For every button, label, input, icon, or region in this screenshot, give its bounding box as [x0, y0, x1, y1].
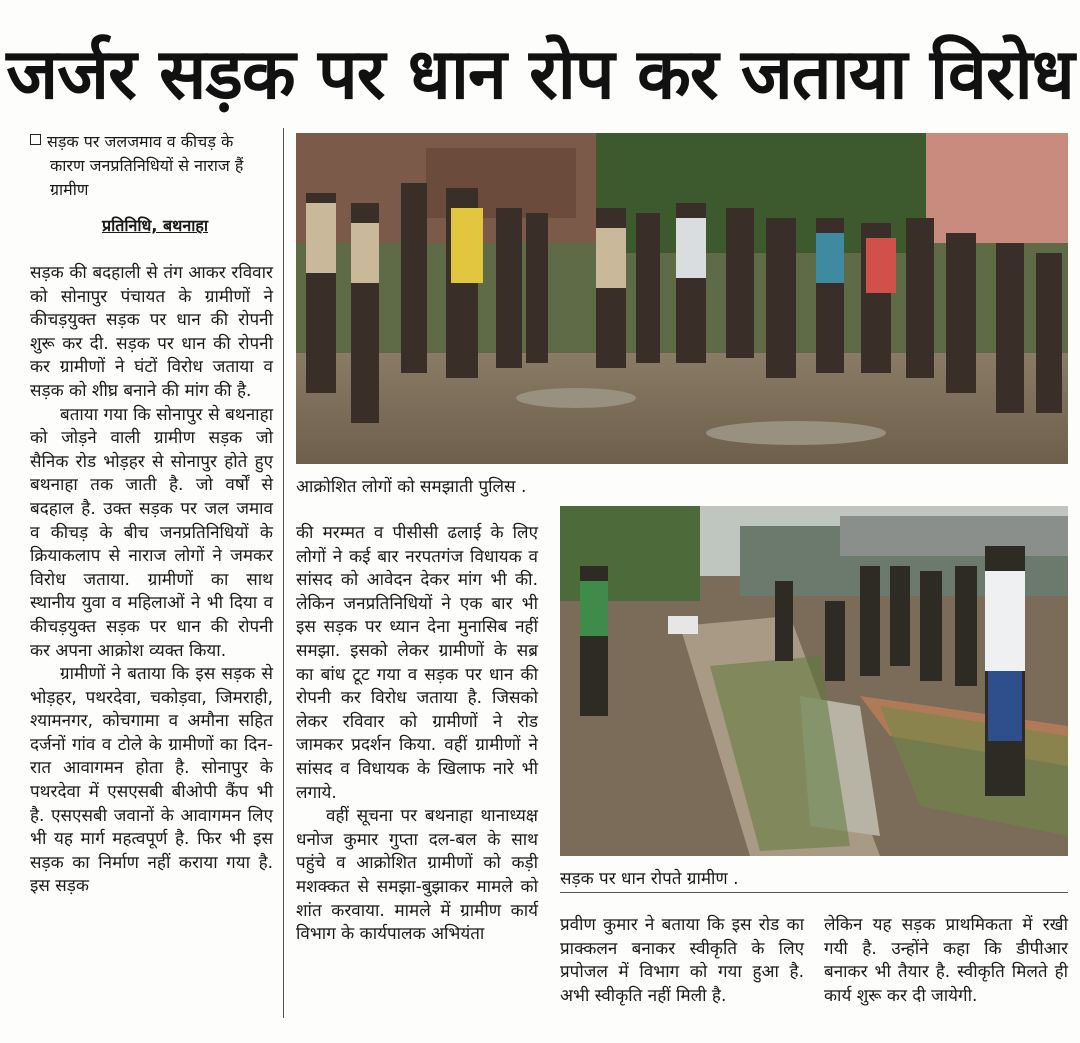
paragraph: ग्रामीणों ने बताया कि इस सड़क से भोड़हर, पथरदेवा, चकोड़वा, जिमराही, श्यामनगर, कोचगामा व अमौना सहित दर्जनों गांव व टोले के ग्रामीणों का दिन-रात आवागमन होता है. सोनापुर के पथरदेवा में एसएसबी बीओपी कैंप भी है. एसएसबी जवानों के आवागमन लिए भी यह मार्ग महत्वपूर्ण है. फिर भी इस सड़क का निर्माण नहीं कराया गया है. इस सड़क [30, 664, 273, 897]
photo-caption: आक्रोशित लोगों को समझाती पुलिस . [296, 477, 527, 497]
paragraph: वहीं सूचना पर बथनाहा थानाध्यक्ष धनोज कुमार गुप्ता दल-बल के साथ पहुंचे व आक्रोशित ग्रामीणों को कड़ी मशक्कत से समझा-बुझाकर मामले को शांत करवाया. मामले में ग्रामीण कार्य विभाग के कार्यपालक अभियंता [296, 806, 538, 945]
subhead-line-3: ग्रामीण [50, 180, 89, 199]
paragraph: सड़क की बदहाली से तंग आकर रविवार को सोनापुर पंचायत के ग्रामीणों ने कीचड़युक्त सड़क पर धान की रोपनी शुरू कर दी. सड़क पर धान की रोपनी कर ग्रामीणों ने घंटों विरोध जताया व सड़क को शीघ्र बनाने की मांग की है. [30, 263, 273, 401]
paragraph: लेकिन यह सड़क प्राथमिकता में रखी गयी है. उन्होंने कहा कि डीपीआर बनाकर भी तैयार है. स्वीकृति मिलते ही कार्य शुरू कर दी जायेगी. [824, 915, 1068, 1006]
headline: जर्जर सड़क पर धान रोप कर जताया विरोध [6, 33, 1074, 115]
subhead-line-1: सड़क पर जलजमाव व कीचड़ के [47, 132, 234, 151]
article-column-3 [560, 914, 804, 1024]
bullet-square-icon [30, 134, 41, 145]
subhead [30, 130, 280, 202]
paragraph: प्रवीण कुमार ने बताया कि इस रोड का प्राक्कलन बनाकर स्वीकृति के लिए प्रपोजल में विभाग को गया हुआ है. अभी स्वीकृति नहीं मिली है. [560, 915, 804, 1006]
article-column-4 [824, 914, 1068, 1024]
article-column-2 [296, 522, 538, 1020]
photo-caption: सड़क पर धान रोपते ग्रामीण . [560, 869, 739, 889]
column-divider [283, 128, 284, 1018]
article-column-1 [30, 262, 273, 1022]
subhead-line-2: कारण जनप्रतिनिधियों से नाराज हैं [50, 156, 244, 175]
section-divider [560, 892, 1068, 893]
byline: प्रतिनिधि, बथनाहा [101, 216, 209, 235]
paragraph: की मरम्मत व पीसीसी ढलाई के लिए लोगों ने कई बार नरपतगंज विधायक व सांसद को आवेदन देकर मांग भी की. लेकिन जनप्रतिनिधियों ने एक बार भी इस सड़क पर ध्यान देना मुनासिब नहीं समझा. इसको लेकर ग्रामीणों के सब्र का बांध टूट गया व सड़क पर धान की रोपनी कर विरोध जताया है. जिसको लेकर रविवार को ग्रामीणों ने रोड जामकर प्रदर्शन किया. वहीं ग्रामीणों ने सांसद व विधायक के खिलाफ नारे भी लगाये. [296, 523, 538, 803]
photo-police-calming-crowd [296, 133, 1068, 464]
paragraph: बताया गया कि सोनापुर से बथनाहा को जोड़ने वाली ग्रामीण सड़क जो सैनिक रोड भोड़हर से सोनापुर होते हुए बथनाहा तक जाती है. जो वर्षों से बदहाल है. उक्त सड़क पर जल जमाव व कीचड़ के बीच जनप्रतिनिधियों के क्रियाकलाप से नाराज लोगों ने जमकर विरोध जताया. ग्रामीणों का साथ स्थानीय युवा व महिलाओं ने भी दिया व कीचड़युक्त सड़क पर धान की रोपनी कर अपना आक्रोश व्यक्त किया. [30, 404, 273, 661]
photo-villagers-planting-paddy [560, 506, 1068, 856]
